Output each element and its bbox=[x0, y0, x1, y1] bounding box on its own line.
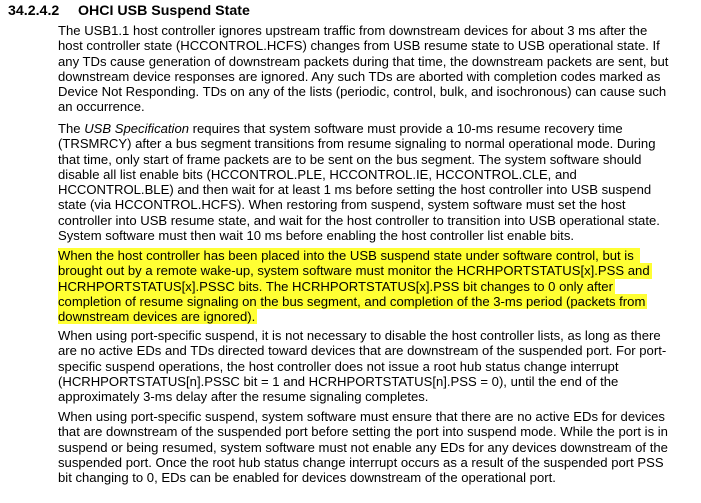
highlighted-line: brought out by a remote wake-up, system software must monitor the HCRHPORTSTATUS[x].PSS and bbox=[58, 263, 650, 279]
paragraph-1 bbox=[58, 23, 694, 115]
section-heading bbox=[8, 2, 250, 20]
paragraph-line: When using port-specific suspend, it is not necessary to disable the host controller lists, as long as there bbox=[58, 328, 661, 343]
section-number: 34.2.4.2 bbox=[8, 3, 60, 19]
paragraph-line: are no active EDs and TDs directed toward devices that are downstream of the suspended port. For port- bbox=[58, 343, 667, 359]
paragraph-line: any TDs cause generation of downstream packets during that time, the downstream packets are sent, but bbox=[58, 53, 669, 69]
section-title: OHCI USB Suspend State bbox=[78, 3, 250, 19]
paragraph-line: HCCONTROL.BLE) and then wait for at least 1 ms before setting the host controller into USB suspend bbox=[58, 182, 652, 198]
paragraph-line: that time, only start of frame packets are to be sent on the bus segment. The system software should bbox=[58, 151, 642, 167]
highlighted-paragraph bbox=[58, 248, 694, 324]
paragraph-line: bit changing to 0, EDs can be enabled for devices downstream of the operational port. bbox=[58, 470, 556, 486]
paragraph-line: When using port-specific suspend, system software must ensure that there are no active EDs for devices bbox=[58, 409, 665, 424]
emphasis-text: USB Specification bbox=[84, 121, 190, 136]
text-rest: requires that system software must provide a 10-ms resume recovery time bbox=[189, 121, 623, 136]
highlighted-line: When the host controller has been placed into the USB suspend state under software control, but is bbox=[58, 248, 640, 263]
paragraph-4 bbox=[58, 328, 694, 404]
paragraph-line: disable all list enable bits (HCCONTROL.PLE, HCCONTROL.IE, HCCONTROL.CLE, and bbox=[58, 166, 577, 182]
paragraph-line: approximately 3-ms delay after the resume signaling completes. bbox=[58, 389, 429, 405]
paragraph-line: (TRSMRCY) after a bus segment transitions from resume signaling to normal operational mode. During bbox=[58, 136, 656, 152]
paragraph-line: System software must then wait 10 ms before enabling the host controller list enable bits. bbox=[58, 228, 575, 244]
paragraph-line: specific suspend operations, the host controller does not issue a root hub status change interrupt bbox=[58, 358, 619, 374]
paragraph-line: controller into USB resume state, and wait for the host controller to transition into USB operational state. bbox=[58, 212, 660, 228]
paragraph-2 bbox=[58, 121, 694, 243]
paragraph-line bbox=[58, 121, 694, 136]
paragraph-line: an occurrence. bbox=[58, 99, 145, 115]
paragraph-line: that are downstream of the suspended port before setting the port into suspend mode. While the port is in bbox=[58, 424, 668, 440]
paragraph-line: downstream device responses are ignored. Any such TDs are aborted with completion codes marked as bbox=[58, 68, 661, 84]
text-prefix: The bbox=[58, 121, 85, 136]
highlighted-line: HCRHPORTSTATUS[x].PSSC bits. The HCRHPORTSTATUS[x].PSS bit changes to 0 only after bbox=[58, 278, 613, 294]
paragraph-line: The USB1.1 host controller ignores upstream traffic from downstream devices for about 3 ms after the bbox=[58, 23, 648, 38]
paragraph-5 bbox=[58, 409, 694, 485]
paragraph-line: suspend or being resumed, system software must not enable any EDs for any devices downstream of the bbox=[58, 439, 668, 455]
paragraph-line: suspended port. Once the root hub status change interrupt occurs as a result of the suspended port PSS bbox=[58, 454, 664, 470]
paragraph-line: Device Not Responding. TDs on any of the lists (periodic, control, bulk, and isochronous) can cause such bbox=[58, 84, 667, 100]
highlighted-line: completion of resume signaling on the bus segment, and completion of the 3-ms period (packets from bbox=[58, 293, 646, 309]
highlighted-line: downstream devices are ignored). bbox=[58, 309, 256, 325]
paragraph-line: (HCRHPORTSTATUS[n].PSSC bit = 1 and HCRHPORTSTATUS[n].PSS = 0), until the end of the bbox=[58, 373, 619, 389]
paragraph-line: state (via HCCONTROL.HCFS). When restoring from suspend, system software must set the host bbox=[58, 197, 626, 213]
paragraph-line: host controller state (HCCONTROL.HCFS) changes from USB resume state to USB operational state. If bbox=[58, 38, 660, 54]
